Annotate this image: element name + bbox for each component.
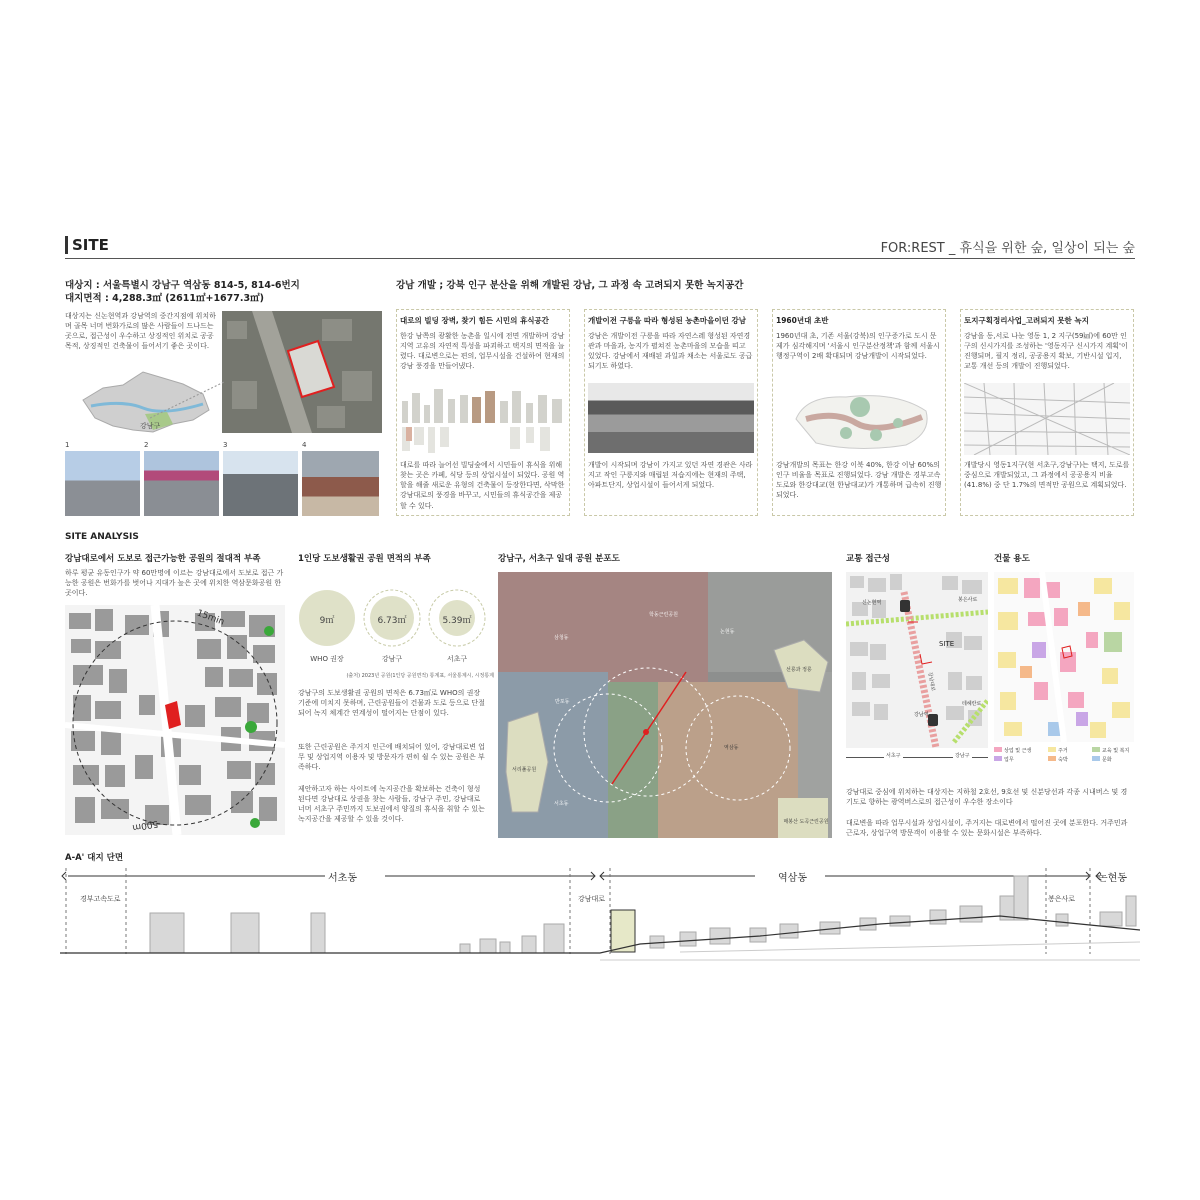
legend-item (1092, 756, 1112, 763)
photo-number: 2 (144, 441, 149, 449)
transit-label: 강남역 (914, 712, 929, 718)
card-title: 개발이전 구릉을 따라 형성된 농촌마을이던 강남 (588, 316, 746, 325)
legend-label: 업무 (1004, 757, 1014, 763)
circle-value: 6.73㎡ (377, 616, 407, 626)
walking-radius-map (65, 605, 285, 835)
legend-label: 숙박 (1058, 757, 1068, 763)
card-title: 토지구획정리사업_고려되지 못한 녹지 (964, 316, 1089, 325)
seoul-development-map (776, 383, 942, 455)
map-place-label: 반포동 (555, 699, 570, 705)
legend-swatch (1048, 747, 1056, 752)
header-rule (65, 258, 1135, 259)
old-village-photo (588, 383, 754, 453)
street-photo-4 (302, 451, 379, 516)
col4-paragraph-1: 강남대로 중심에 위치하는 대상지는 지하철 2호선, 9호선 및 신분당선과 각종 시내버스 및 경기도로 향하는 광역버스로의 접근성이 우수한 장소이다 (846, 788, 1128, 807)
photo-number: 4 (302, 441, 307, 449)
photo-number: 3 (223, 441, 228, 449)
road-label: 강남대로 (578, 895, 606, 903)
legend-label: 주거 (1058, 748, 1068, 754)
card-title: 1960년대 초반 (776, 316, 829, 325)
col2-paragraph-3: 제안하고자 하는 사이트에 녹지공간을 확보하는 건축이 형성된다면 강남대로 상권을 찾는 사람들, 강남구 주민, 강남대로 너머 서초구 주민까지 도보권에서 양질의 휴식을 취할 수 있는 녹지공간을 제공할 수 있을 것이다. (298, 785, 485, 824)
section-title: A-A' 대지 단면 (65, 853, 124, 863)
card-text: 1960년대 초, 기존 서울(강북)의 인구증가로 도시 문제가 심각해지며 '서울시 인구분산정책'과 함께 서울시 행정구역이 2배 확대되며 강남개발이 시작되었다. (776, 332, 940, 361)
analysis-label: SITE ANALYSIS (65, 532, 139, 542)
legend-swatch (1092, 756, 1100, 761)
map-place-label: 학동근린공원 (649, 612, 678, 618)
circle-label: 강남구 (381, 655, 403, 663)
legend-swatch (1048, 756, 1056, 761)
photo-number: 1 (65, 441, 70, 449)
legend-item (1048, 756, 1068, 763)
history-heading: 강남 개발 ; 강북 인구 분산을 위해 개발된 강남, 그 과정 속 고려되지 못한 녹지공간 (396, 280, 744, 291)
radius-label-time: 15min (195, 608, 226, 628)
street-photo-2 (144, 451, 219, 516)
gangnam-map-label: 강남구 (140, 422, 161, 430)
transit-label: SITE (939, 640, 955, 648)
district-label: 논현동 (1098, 873, 1127, 884)
transit-label: 강남대로 (926, 671, 936, 692)
aerial-callout-line (150, 380, 230, 420)
legend-label: 상업 및 근생 (1004, 748, 1032, 754)
district-label: 역삼동 (778, 873, 807, 884)
legend-item (994, 747, 1031, 754)
building-use-map (994, 572, 1134, 742)
col1-text: 하루 평균 유동인구가 약 60만명에 이르는 강남대로에서 도보로 접근 가능한 공원은 번화가를 벗어나 지대가 높은 곳에 위치한 역삼문화공원 한 곳이다. (65, 569, 284, 598)
col4-title: 교통 접근성 (846, 554, 891, 564)
road-label: 봉은사로 (1048, 895, 1076, 903)
legend-item (994, 756, 1014, 763)
legend-label: 교육 및 복지 (1102, 748, 1130, 754)
legend-swatch (1092, 747, 1100, 752)
col2-paragraph-1: 강남구의 도보생활권 공원의 면적은 6.73㎡로 WHO의 권장 기준에 미치지 못하며, 근린공원들이 건물과 도로 등으로 단절되어 녹지 체계간 연계성이 떨어지는 단점이 있다. (298, 689, 485, 718)
col3-title: 강남구, 서초구 일대 공원 분포도 (498, 554, 620, 564)
circle-value: 9㎡ (319, 616, 335, 626)
road-label: 경부고속도로 (80, 895, 121, 903)
district-label: 서초동 (328, 873, 357, 884)
legend-item (1048, 747, 1068, 754)
col2-title: 1인당 도보생활권 공원 면적의 부족 (298, 554, 431, 564)
map-place-label: 서초동 (554, 801, 569, 807)
map-place-label: 선릉과 정릉 (786, 667, 812, 673)
circle-value: 5.39㎡ (442, 616, 472, 626)
col4-paragraph-2: 대로변을 따라 업무시설과 상업시설이, 주거지는 대로변에서 떨어진 곳에 분포한다. 거주민과 근로자, 상업구역 방문객이 이용할 수 있는 문화시설은 부족하다. (846, 819, 1128, 838)
map-place-label: 논현동 (720, 629, 735, 635)
site-address: 대상지 : 서울특별시 강남구 역삼동 814-5, 814-6번지 (65, 280, 300, 291)
map-place-label: 삼청동 (554, 635, 569, 641)
skyline-illustration (400, 383, 566, 455)
site-aerial-photo (222, 311, 382, 433)
site-section-drawing (60, 866, 1140, 966)
site-description: 대상지는 신논현역과 강남역의 중간지점에 위치하며 골목 너머 번화가로의 많은 사람들이 드나드는 곳으로, 접근성이 우수하고 상징적인 위치로 공공 목적, 상징적인 건축물이 들어서기 좋은 곳이다. (65, 312, 216, 351)
circle-label: WHO 권장 (310, 655, 344, 663)
card-title: 대로의 빌딩 장벽, 찾기 힘든 시민의 휴식공간 (400, 316, 549, 325)
map-place-label: 역삼동 (724, 745, 739, 751)
legend-item (1092, 747, 1129, 754)
transit-label: 봉은사로 (958, 597, 978, 603)
transit-label: 강남구 (955, 753, 970, 759)
circle-label: 서초구 (446, 655, 468, 663)
legend-label: 문화 (1102, 757, 1112, 763)
map-place-label: 매봉산 도곡근린공원 (783, 819, 829, 825)
card-text-2: 개발이 시작되며 강남이 가지고 있던 자연 경관은 사라지고 작인 구릉지와 매립된 저습지에는 현재의 주택, 아파트단지, 상업시설이 들어서게 되었다. (588, 461, 753, 490)
site-area: 대지면적 : 4,288.3㎡ (2611㎡+1677.3㎡) (65, 293, 264, 304)
street-photo-1 (65, 451, 140, 516)
card-text: 한강 남쪽의 광활한 농촌을 일시에 전면 개발하며 강남 지역 고유의 자연적 특성을 파괴하고 택지의 면적을 늘렸다. 대로변으로는 편의, 업무시설을 건설하여 현재의 강남 풍경을 만들어냈다. (400, 332, 565, 371)
card-text: 강남을 동,서로 나눈 영동 1, 2 지구(59㎢)에 60만 인구의 신시가지를 조성하는 '영동지구 신시가지 계획'이 진행되며, 필지 정리, 공공용지 확보, 기반시설 입지, 교통 개선 등의 개발이 진행되었다. (964, 332, 1128, 371)
radius-label-distance: 500m (131, 817, 159, 833)
street-photo-3 (223, 451, 298, 516)
legend-swatch (994, 747, 1002, 752)
transit-label: 신논현역 (862, 600, 882, 606)
map-place-label: 서리풀공원 (512, 767, 537, 773)
card-text-2: 개발당시 영동1지구(현 서초구,강남구)는 택지, 도로를 중심으로 개발되었고, 그 과정에서 공공용지 비율(41.8%) 중 단 1.7%의 면적만 공원으로 계획되었다. (964, 461, 1130, 490)
card-text-2: 대로를 따라 늘어선 빌딩숲에서 시민들이 휴식을 위해 찾는 곳은 카페, 식당 등의 상업시설이 되었다. 공원 역할을 해줄 새로운 유형의 건축물이 등장한다면, 삭막한 강남대로의 풍경을 바꾸고, 시민들의 휴식공간을 제공할 수 있다. (400, 461, 565, 510)
header-bar (65, 236, 68, 254)
land-readjustment-map (964, 383, 1130, 455)
page-subtitle: FOR:REST _ 휴식을 위한 숲, 일상이 되는 숲 (880, 241, 1135, 256)
transit-label: 서초구 (886, 753, 901, 759)
page-title: SITE (72, 236, 109, 254)
card-text: 강남은 개발이전 구릉을 따라 자연스레 형성된 자연경관과 마을과, 농지가 펼쳐진 농촌마을의 모습을 띠고 있었다. 강남에서 재배된 과일과 채소는 서울로도 공급되기도 하였다. (588, 332, 753, 371)
legend-swatch (994, 756, 1002, 761)
col2-paragraph-2: 또한 근린공원은 주거지 인근에 배치되어 있어, 강남대로변 업무 및 상업지역 이용자 및 방문자가 편히 쉴 수 있는 공원은 부족하다. (298, 743, 485, 772)
col5-title: 건물 용도 (994, 554, 1030, 564)
transit-label: 테헤란로 (962, 701, 982, 707)
col1-title: 강남대로에서 도보로 접근가능한 공원의 절대적 부족 (65, 554, 261, 564)
card-text-2: 강남개발의 목표는 한강 이북 40%, 한강 이남 60%의 인구 비율을 목표로 진행되었다. 강남 개발은 경부고속도로와 한강대교(현 한남대교)가 개통하며 급속히 진행되었다. (776, 461, 942, 500)
source-note: (출처) 2023년 공원(1인당 공원면적) 통계표, 서울통계시, 시정통계 (346, 673, 494, 679)
